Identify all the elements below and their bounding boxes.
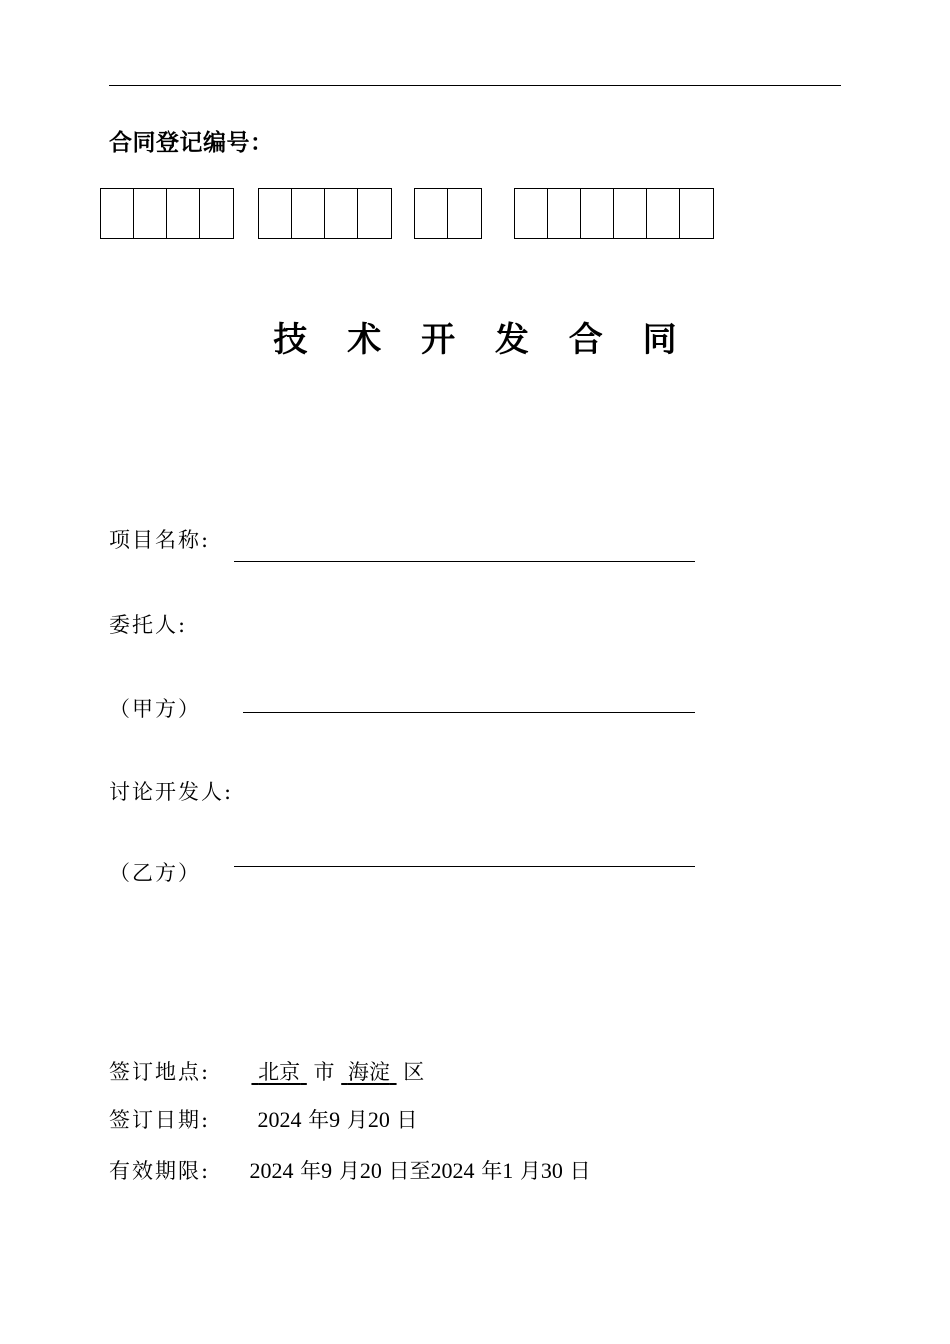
registration-box-group-4: [514, 188, 714, 239]
registration-box[interactable]: [448, 189, 481, 238]
document-title: 技 术 开 发 合 同: [273, 320, 691, 360]
signing-date-month: 9: [329, 1107, 341, 1132]
registration-box[interactable]: [515, 189, 548, 238]
validity-end-day: 30: [540, 1158, 563, 1183]
validity-row: [109, 1155, 591, 1185]
validity-end-year: 2024: [430, 1158, 475, 1183]
signing-place-district-suffix: 区: [403, 1060, 425, 1084]
registration-box[interactable]: [358, 189, 391, 238]
validity-start-year-unit: 年: [300, 1159, 322, 1183]
project-name-label: 项目名称:: [109, 528, 211, 552]
client-label: 委托人:: [109, 613, 188, 637]
registration-number-label: 合同登记编号：: [109, 130, 274, 156]
party-a-field[interactable]: [243, 712, 695, 713]
registration-box-group-3: [414, 188, 482, 239]
registration-box[interactable]: [134, 189, 167, 238]
validity-start-day-unit: 日至: [388, 1159, 431, 1183]
validity-start-month-unit: 月: [338, 1159, 360, 1183]
signing-date-day-unit: 日: [396, 1108, 418, 1132]
validity-end-month-unit: 月: [519, 1159, 541, 1183]
registration-box[interactable]: [200, 189, 233, 238]
registration-box[interactable]: [548, 189, 581, 238]
signing-place-row: [109, 1056, 424, 1086]
party-b-label: （乙方）: [109, 861, 201, 885]
registration-box[interactable]: [101, 189, 134, 238]
registration-box[interactable]: [680, 189, 713, 238]
validity-label: 有效期限:: [109, 1159, 211, 1183]
signing-date-month-unit: 月: [346, 1108, 368, 1132]
registration-box[interactable]: [167, 189, 200, 238]
party-a-label: （甲方）: [109, 697, 201, 721]
top-divider: [109, 85, 841, 86]
registration-box-group-2: [258, 188, 392, 239]
signing-place-district: 海淀: [347, 1060, 390, 1084]
validity-end-year-unit: 年: [481, 1159, 503, 1183]
registration-box-group-1: [100, 188, 234, 239]
signing-place-city: 北京: [258, 1060, 301, 1084]
developer-label: 讨论开发人:: [109, 780, 234, 804]
signing-date-row: [109, 1104, 418, 1134]
validity-end-day-unit: 日: [569, 1159, 591, 1183]
project-name-field[interactable]: [234, 561, 695, 562]
registration-box[interactable]: [259, 189, 292, 238]
signing-place-city-suffix: 市: [313, 1060, 335, 1084]
registration-box[interactable]: [292, 189, 325, 238]
signing-place-label: 签订地点:: [109, 1060, 211, 1084]
validity-start-month: 9: [321, 1158, 333, 1183]
signing-date-year-unit: 年: [308, 1108, 330, 1132]
registration-box[interactable]: [581, 189, 614, 238]
registration-box[interactable]: [647, 189, 680, 238]
validity-end-month: 1: [502, 1158, 514, 1183]
registration-box[interactable]: [614, 189, 647, 238]
signing-date-year: 2024: [257, 1107, 302, 1132]
validity-start-year: 2024: [249, 1158, 294, 1183]
signing-date-label: 签订日期:: [109, 1108, 211, 1132]
signing-date-day: 20: [367, 1107, 390, 1132]
registration-box[interactable]: [325, 189, 358, 238]
party-b-field[interactable]: [234, 866, 695, 867]
registration-box[interactable]: [415, 189, 448, 238]
validity-start-day: 20: [359, 1158, 382, 1183]
